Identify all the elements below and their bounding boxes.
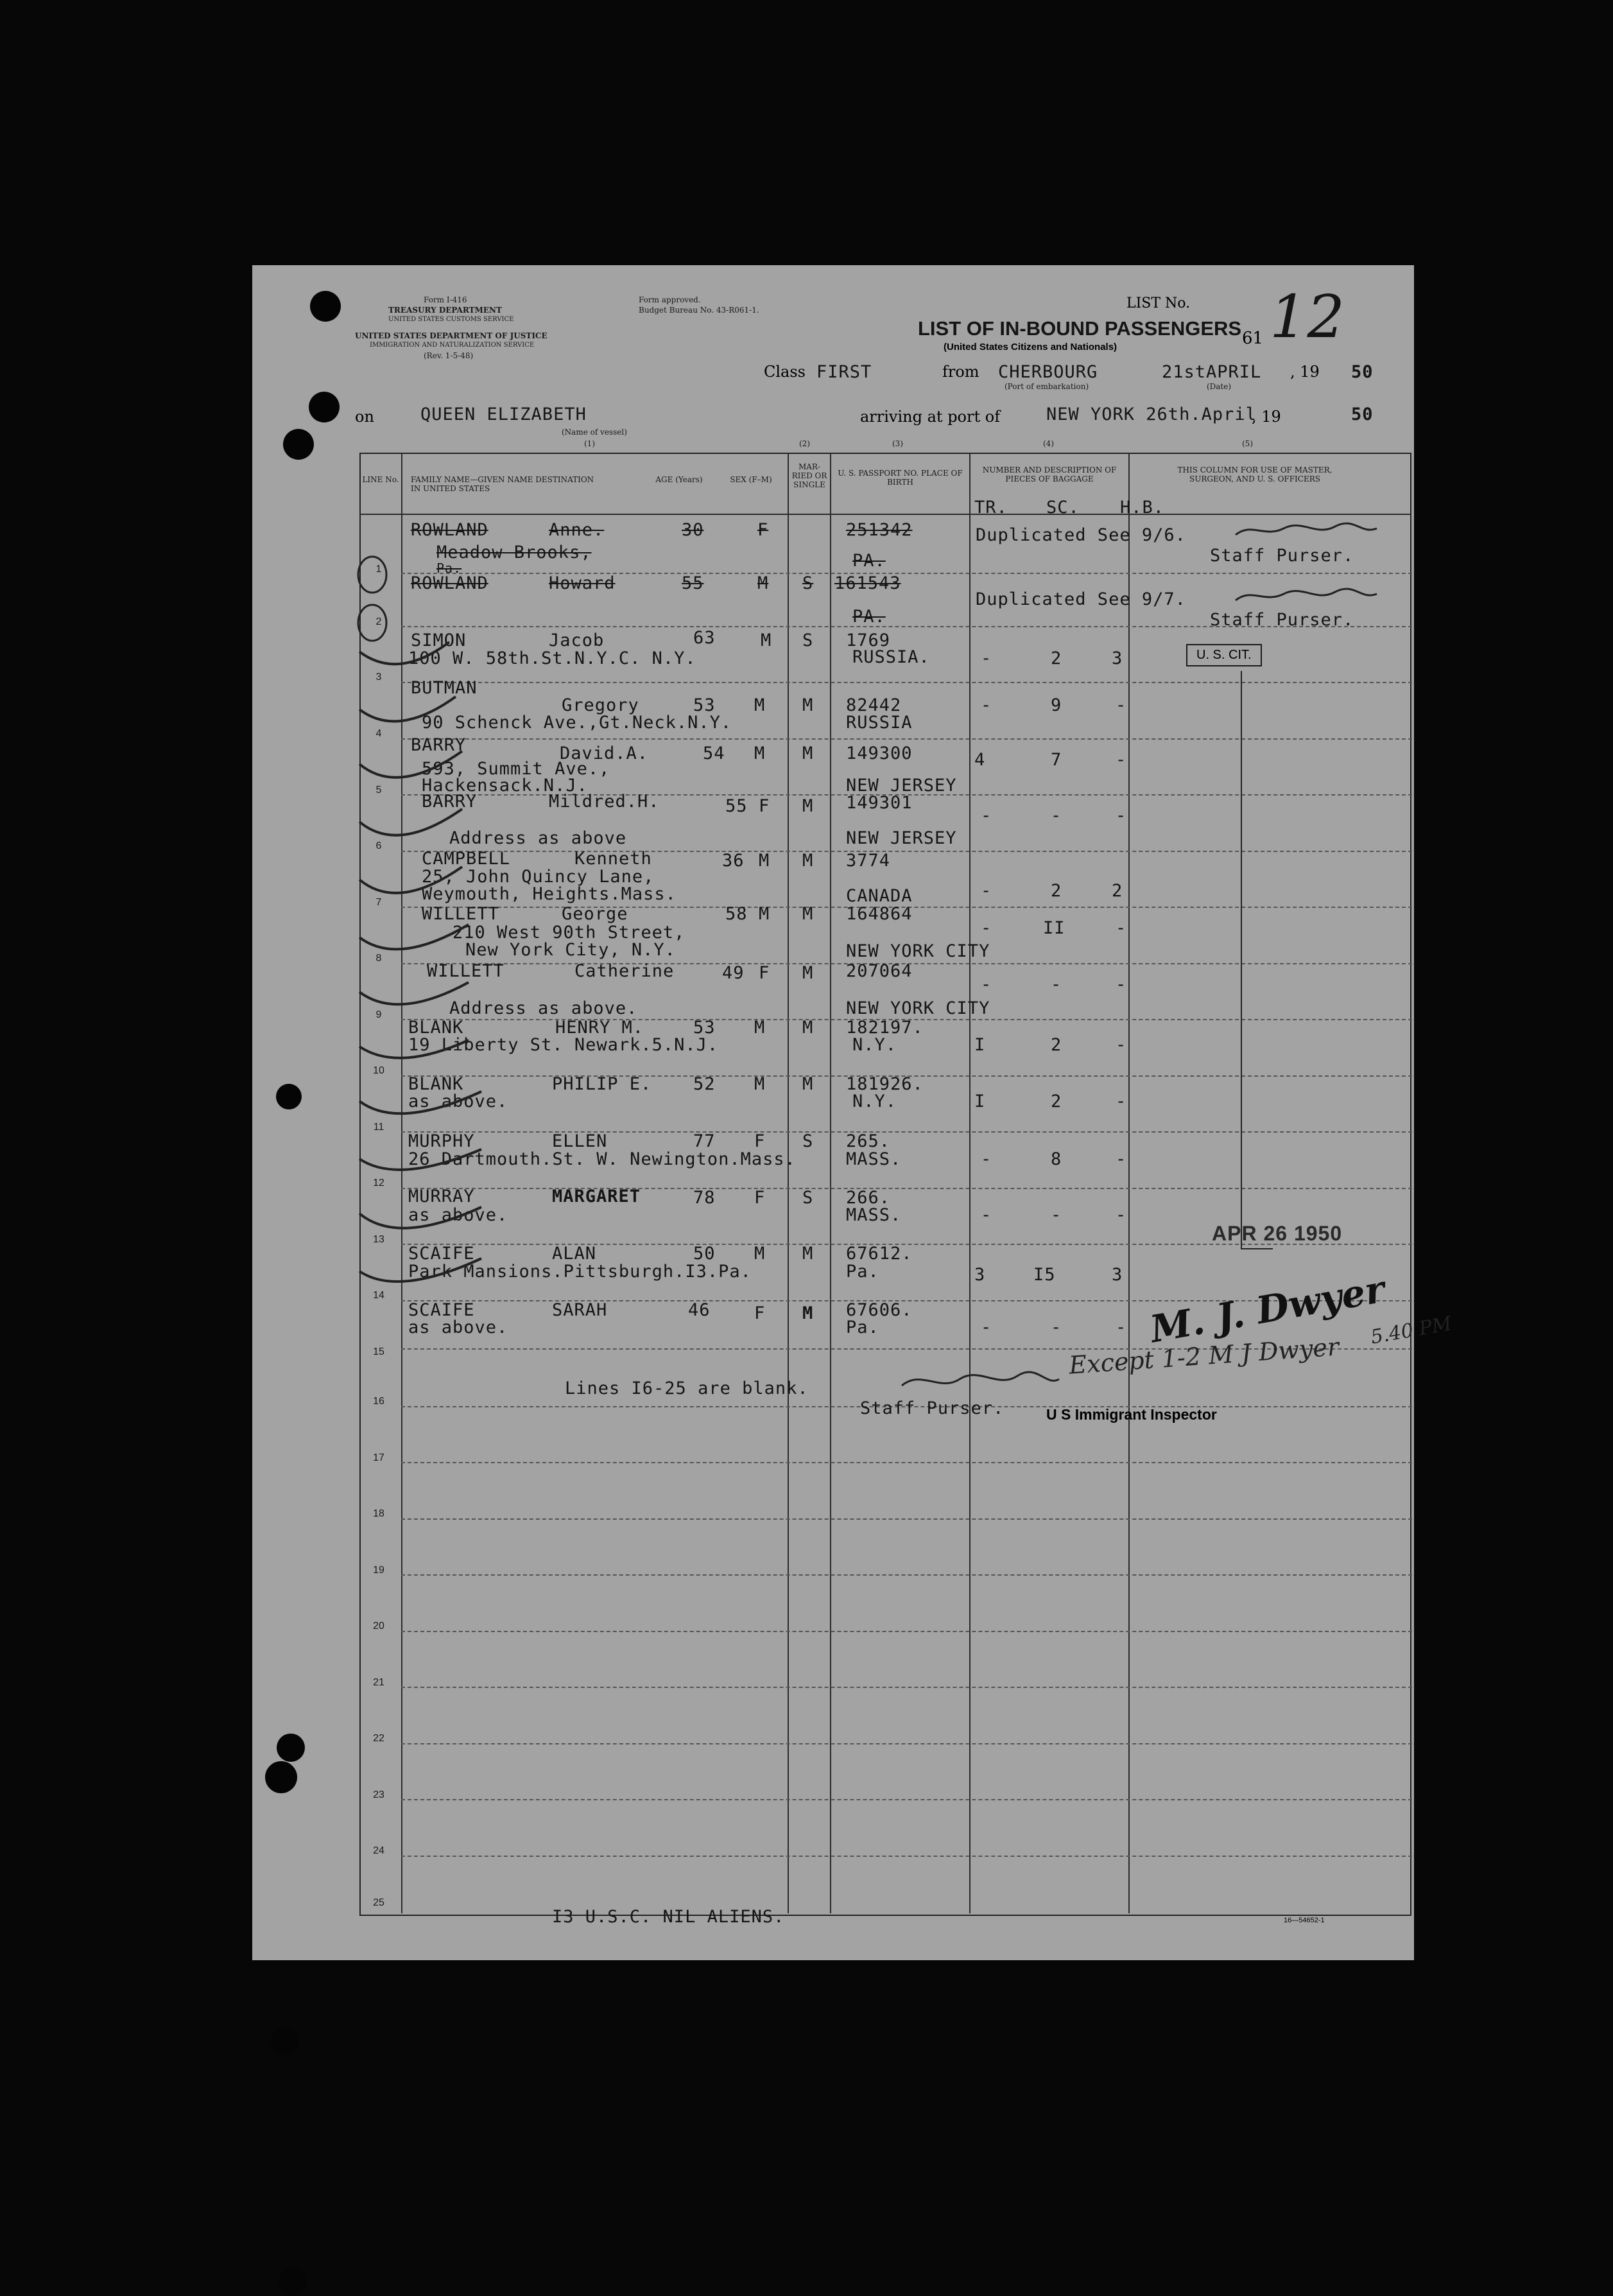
check-marks	[334, 533, 494, 1368]
list-no-typed: 61	[1242, 329, 1264, 348]
line-number: 5	[375, 785, 382, 796]
punch-hole	[279, 2268, 307, 2296]
col-divider	[830, 453, 831, 1913]
passenger-birth: RUSSIA.	[852, 647, 930, 667]
purser-signature	[895, 1366, 1062, 1398]
punch-hole	[283, 429, 314, 460]
arriving-label: arriving at port of	[860, 408, 1001, 426]
passenger-given: Kenneth	[574, 849, 652, 869]
year-value: 50	[1351, 362, 1374, 382]
baggage-hb-label: H.B.	[1120, 498, 1165, 517]
passenger-age: 55	[682, 573, 704, 593]
ins-service: IMMIGRATION AND NATURALIZATION SERVICE	[370, 342, 535, 349]
stamp-bracket-line	[1241, 1248, 1273, 1249]
year2-value: 50	[1351, 404, 1374, 424]
passenger-marital: S	[802, 1131, 814, 1151]
baggage-hb: 2	[1112, 881, 1123, 901]
passenger-passport: 3774	[846, 851, 891, 871]
baggage-sc: 2	[1051, 648, 1062, 668]
passenger-dest: 210 West 90th Street,	[453, 923, 686, 943]
passenger-passport: 207064	[846, 961, 913, 981]
passenger-age: 58	[725, 904, 748, 924]
passenger-dest: as above.	[408, 1091, 508, 1111]
baggage-tr: -	[981, 806, 992, 826]
passenger-surname: MURRAY	[408, 1187, 475, 1206]
row-separator	[401, 1574, 1412, 1576]
from-caption: (Port of embarkation)	[1005, 382, 1089, 391]
passenger-marital: M	[802, 1018, 814, 1038]
blank-lines-note: Lines I6-25 are blank.	[565, 1378, 809, 1398]
passenger-birth: NEW JERSEY	[846, 776, 957, 796]
passenger-age: 63	[693, 628, 716, 648]
baggage-sc: 9	[1051, 695, 1062, 715]
baggage-hb: -	[1116, 1205, 1127, 1225]
passenger-surname: ROWLAND	[411, 573, 488, 593]
line-number: 16	[373, 1396, 384, 1407]
passenger-surname: BARRY	[411, 735, 467, 755]
punch-hole	[309, 392, 340, 422]
col-num-4: (4)	[1043, 439, 1054, 448]
on-label: on	[355, 408, 374, 426]
passenger-surname: BLANK	[408, 1074, 464, 1094]
officer-note: Duplicated See 9/7.	[976, 589, 1186, 609]
passenger-sex: M	[754, 744, 766, 763]
baggage-hb: -	[1116, 1035, 1127, 1055]
date-caption: (Date)	[1207, 382, 1232, 391]
passenger-surname: BARRY	[422, 792, 478, 812]
passenger-surname: MURPHY	[408, 1131, 475, 1151]
line-number: 14	[373, 1290, 384, 1301]
baggage-hb: -	[1116, 918, 1127, 938]
officer-note: Staff Purser.	[1210, 610, 1354, 630]
passenger-dest: 90 Schenck Ave.,Gt.Neck.N.Y.	[422, 713, 732, 733]
inspector-label: U S Immigrant Inspector	[1046, 1406, 1217, 1423]
baggage-sc: 8	[1051, 1149, 1062, 1169]
passenger-surname: WILLETT	[422, 904, 499, 924]
baggage-hb: -	[1116, 1318, 1127, 1337]
port-value: NEW YORK 26th.April	[1046, 404, 1257, 424]
passenger-sex: F	[757, 520, 769, 540]
col-header-name: FAMILY NAME—GIVEN NAME DESTINATION IN UNITED STATES	[411, 475, 594, 493]
passenger-sex: M	[754, 1018, 766, 1038]
passenger-passport: 82442	[846, 695, 902, 715]
line-number: 1	[375, 564, 382, 575]
line-number: 13	[373, 1234, 384, 1245]
baggage-sc: -	[1051, 1318, 1062, 1337]
passenger-marital: M	[802, 904, 814, 924]
passenger-birth: NEW JERSEY	[846, 828, 957, 848]
baggage-tr: I	[974, 1035, 986, 1055]
passenger-passport: 67612.	[846, 1244, 913, 1264]
col-header-passport: U. S. PASSPORT NO. PLACE OF BIRTH	[838, 469, 963, 487]
passenger-dest: 25, John Quincy Lane,	[422, 867, 655, 887]
baggage-tr: 4	[974, 750, 986, 770]
passenger-marital: M	[802, 695, 814, 715]
passenger-given: Catherine	[574, 961, 675, 981]
baggage-sc: II	[1043, 918, 1065, 938]
baggage-sc-label: SC.	[1046, 498, 1080, 517]
row-separator	[401, 851, 1412, 852]
passenger-birth: MASS.	[846, 1205, 902, 1225]
row-separator	[401, 682, 1412, 683]
line-number: 23	[373, 1789, 384, 1800]
passenger-passport: 161543	[834, 573, 901, 593]
passenger-passport: 181926.	[846, 1074, 924, 1094]
baggage-sc: -	[1051, 975, 1062, 995]
passenger-marital: M	[802, 1244, 814, 1264]
passenger-age: 53	[693, 1018, 716, 1038]
passenger-dest: Address as above.	[449, 998, 638, 1018]
passenger-age: 78	[693, 1188, 716, 1208]
passenger-birth: NEW YORK CITY	[846, 941, 990, 961]
passenger-age: 46	[688, 1300, 711, 1320]
passenger-sex: M	[754, 1074, 766, 1094]
class-value: FIRST	[816, 362, 872, 382]
passenger-marital: S	[802, 1188, 814, 1208]
line-number: 15	[373, 1346, 384, 1357]
stamp-bracket-line	[1241, 671, 1242, 1249]
except-note: Except 1-2 M J Dwyer	[1067, 1332, 1340, 1380]
row-separator	[401, 1687, 1412, 1688]
passenger-sex: M	[754, 1244, 766, 1264]
passenger-birth: RUSSIA	[846, 713, 913, 733]
passenger-birth: CANADA	[846, 886, 913, 906]
passenger-passport: 164864	[846, 904, 913, 924]
passenger-marital: M	[802, 796, 814, 816]
passenger-birth: PA.	[852, 551, 886, 571]
passenger-age: 52	[693, 1074, 716, 1094]
budget-bureau: Budget Bureau No. 43-R061-1.	[639, 306, 759, 315]
baggage-tr: -	[981, 1149, 992, 1169]
inspector-signature: M. J. Dwyer	[1146, 1267, 1388, 1352]
line-number: 25	[373, 1897, 384, 1908]
year2-prefix: , 19	[1252, 408, 1281, 426]
line-number: 18	[373, 1508, 384, 1519]
baggage-tr-label: TR.	[974, 498, 1008, 517]
passenger-sex: F	[759, 963, 770, 983]
passenger-dest: New York City, N.Y.	[465, 940, 676, 960]
row-separator	[401, 1631, 1412, 1632]
line-number: 17	[373, 1452, 384, 1463]
col-divider	[788, 453, 789, 1913]
baggage-hb: 3	[1112, 1265, 1123, 1285]
passenger-dest: 593, Summit Ave.,	[422, 759, 610, 779]
col-num-2: (2)	[799, 439, 810, 448]
passenger-dest: Address as above	[449, 828, 627, 848]
baggage-tr: -	[981, 1318, 992, 1337]
passenger-sex: M	[761, 631, 772, 650]
customs-service: UNITED STATES CUSTOMS SERVICE	[388, 316, 514, 323]
passenger-given: ELLEN	[552, 1131, 608, 1151]
baggage-hb: 3	[1112, 648, 1123, 668]
passenger-surname: WILLETT	[427, 961, 505, 981]
col-divider	[1128, 453, 1130, 1913]
passenger-dest: Pa.	[436, 561, 462, 576]
passenger-surname: SIMON	[411, 631, 467, 650]
row-separator	[401, 1799, 1412, 1800]
passenger-passport: 67606.	[846, 1300, 913, 1320]
passenger-passport: 265.	[846, 1131, 891, 1151]
passenger-birth: PA.	[852, 607, 886, 627]
passenger-marital: M	[802, 744, 814, 763]
passenger-given: SARAH	[552, 1300, 608, 1320]
passenger-passport: 182197.	[846, 1018, 924, 1038]
officer-note: Staff Purser.	[1210, 546, 1354, 566]
punch-hole	[265, 1761, 297, 1793]
header-divider	[359, 514, 1410, 515]
form-code: 16—54652-1	[1284, 1917, 1325, 1924]
passenger-surname: CAMPBELL	[422, 849, 511, 869]
form-number: Form I-416	[424, 295, 467, 304]
passenger-surname: SCAIFE	[408, 1244, 475, 1264]
staff-purser-label: Staff Purser.	[860, 1398, 1005, 1418]
list-no-label: LIST No.	[1126, 295, 1191, 311]
officer-note: Duplicated See 9/6.	[976, 525, 1186, 545]
time-note: 5.40 PM	[1368, 1312, 1454, 1349]
us-citizen-stamp: U. S. CIT.	[1186, 644, 1262, 666]
line-number: 6	[375, 840, 382, 851]
passenger-sex: F	[754, 1131, 766, 1151]
purser-signature	[1232, 584, 1380, 610]
passenger-birth: Pa.	[846, 1262, 879, 1282]
baggage-sc: 7	[1051, 750, 1062, 770]
justice-dept: UNITED STATES DEPARTMENT OF JUSTICE	[355, 331, 548, 340]
baggage-hb: -	[1116, 695, 1127, 715]
baggage-sc: 2	[1051, 881, 1062, 901]
passenger-dest: Weymouth, Heights.Mass.	[422, 884, 677, 904]
passenger-passport: 149300	[846, 744, 913, 763]
line-number: 3	[375, 672, 382, 683]
passenger-marital: S	[802, 631, 814, 650]
baggage-tr: -	[981, 695, 992, 715]
passenger-dest: as above.	[408, 1318, 508, 1337]
passenger-passport: 266.	[846, 1188, 891, 1208]
vessel-col-num: (1)	[584, 439, 595, 448]
baggage-hb: -	[1116, 1149, 1127, 1169]
col-header-married: MAR-RIED OR SINGLE	[791, 462, 827, 489]
passenger-age: 55	[725, 796, 748, 816]
form-approved: Form approved.	[639, 295, 701, 304]
baggage-tr: -	[981, 648, 992, 668]
baggage-tr: -	[981, 975, 992, 995]
baggage-tr: -	[981, 1205, 992, 1225]
passenger-given: ALAN	[552, 1244, 597, 1264]
list-no-handwritten: 12	[1270, 283, 1345, 351]
line-number: 19	[373, 1565, 384, 1576]
line-number: 7	[375, 897, 382, 908]
passenger-dest: Hackensack.N.J.	[422, 776, 588, 796]
baggage-sc: -	[1051, 1205, 1062, 1225]
line-number: 4	[375, 728, 382, 739]
line-number: 10	[373, 1065, 384, 1076]
purser-signature	[1232, 519, 1380, 544]
passenger-dest: 19 Liberty St. Newark.5.N.J.	[408, 1035, 719, 1055]
passenger-surname: ROWLAND	[411, 520, 488, 540]
passenger-given: Anne.	[549, 520, 605, 540]
col-num-5: (5)	[1242, 439, 1253, 448]
baggage-tr: 3	[974, 1265, 986, 1285]
baggage-tr: -	[981, 918, 992, 938]
passenger-dest: as above.	[408, 1205, 508, 1225]
row-separator	[401, 1743, 1412, 1744]
baggage-tr: I	[974, 1091, 986, 1111]
passenger-sex: M	[757, 573, 769, 593]
passenger-sex: M	[759, 851, 770, 871]
col-header-line-no: LINE No.	[362, 475, 399, 484]
passenger-birth: N.Y.	[852, 1091, 897, 1111]
treasury-dept: TREASURY DEPARTMENT	[388, 306, 502, 315]
passenger-given: HENRY M.	[555, 1018, 644, 1038]
table-frame	[359, 453, 1411, 1916]
passenger-given: MARGARET	[552, 1187, 641, 1206]
baggage-sc: 2	[1051, 1091, 1062, 1111]
line-number: 24	[373, 1845, 384, 1856]
baggage-tr: -	[981, 881, 992, 901]
passenger-sex: F	[754, 1303, 766, 1323]
passenger-dest: 26 Dartmouth.St. W. Newington.Mass.	[408, 1149, 796, 1169]
line-number: 9	[375, 1009, 382, 1020]
baggage-hb: -	[1116, 806, 1127, 826]
rev-date: (Rev. 1-5-48)	[424, 351, 474, 360]
passenger-given: PHILIP E.	[552, 1074, 652, 1094]
passenger-sex: F	[754, 1188, 766, 1208]
passenger-sex: M	[754, 695, 766, 715]
from-label: from	[942, 363, 979, 381]
passenger-sex: M	[759, 904, 770, 924]
baggage-sc: -	[1051, 806, 1062, 826]
passenger-given: Jacob	[549, 631, 605, 650]
passenger-passport: 1769	[846, 631, 891, 650]
passenger-birth: Pa.	[846, 1318, 879, 1337]
baggage-sc: 2	[1051, 1035, 1062, 1055]
row-separator	[401, 738, 1412, 740]
passenger-marital: M	[802, 963, 814, 983]
passenger-birth: MASS.	[846, 1149, 902, 1169]
passenger-given: David.A.	[560, 744, 649, 763]
passenger-birth: N.Y.	[852, 1035, 897, 1055]
baggage-hb: -	[1116, 975, 1127, 995]
line-number: 8	[375, 953, 382, 964]
passenger-age: 49	[722, 963, 745, 983]
passenger-passport: 251342	[846, 520, 913, 540]
passenger-marital: M	[802, 1074, 814, 1094]
col-num-3: (3)	[892, 439, 903, 448]
passenger-surname: SCAIFE	[408, 1300, 475, 1320]
passenger-dest: Meadow Brooks,	[436, 543, 592, 562]
passenger-surname: BUTMAN	[411, 678, 478, 698]
passenger-age: 77	[693, 1131, 716, 1151]
class-label: Class	[764, 363, 806, 381]
vessel-caption: (Name of vessel)	[562, 428, 627, 437]
baggage-sc: I5	[1033, 1265, 1056, 1285]
bottom-note: I3 U.S.C. NIL ALIENS.	[552, 1907, 785, 1927]
passenger-marital: M	[802, 1303, 814, 1323]
page-title: LIST OF IN-BOUND PASSENGERS	[918, 317, 1242, 340]
line-number: 11	[373, 1122, 384, 1133]
passenger-given: Mildred.H.	[549, 792, 660, 812]
line-number: 2	[375, 616, 382, 627]
passenger-age: 53	[693, 695, 716, 715]
line-number: 12	[373, 1178, 384, 1188]
passenger-age: 36	[722, 851, 745, 871]
passenger-dest: Park Mansions.Pittsburgh.I3.Pa.	[408, 1262, 752, 1282]
col-divider	[969, 453, 970, 1913]
line-number: 21	[373, 1677, 384, 1688]
page-subtitle: (United States Citizens and Nationals)	[944, 342, 1117, 352]
col-header-age: AGE (Years)	[655, 475, 703, 484]
col-header-baggage: NUMBER AND DESCRIPTION OF PIECES OF BAGGAGE	[982, 465, 1117, 483]
col-header-sex: SEX (F–M)	[730, 475, 772, 484]
passenger-birth: NEW YORK CITY	[846, 998, 990, 1018]
col-header-officers: THIS COLUMN FOR USE OF MASTER, SURGEON, AND U. S. OFFICERS	[1177, 465, 1333, 483]
passenger-surname: BLANK	[408, 1018, 464, 1038]
row-separator	[401, 1856, 1412, 1857]
row-separator	[401, 1462, 1412, 1463]
punch-hole	[277, 1734, 305, 1762]
line-number: 20	[373, 1621, 384, 1631]
year-prefix: , 19	[1290, 363, 1320, 381]
punch-hole	[310, 291, 341, 322]
passenger-marital: S	[802, 573, 814, 593]
punch-hole	[276, 1084, 302, 1109]
passenger-given: George	[562, 904, 628, 924]
row-separator	[401, 1518, 1412, 1520]
vessel-value: QUEEN ELIZABETH	[420, 404, 587, 424]
passenger-age: 50	[693, 1244, 716, 1264]
passenger-age: 30	[682, 520, 704, 540]
passenger-sex: F	[759, 796, 770, 816]
from-value: CHERBOURG	[998, 362, 1098, 382]
passenger-dest: 100 W. 58th.St.N.Y.C. N.Y.	[408, 648, 696, 668]
passenger-marital: M	[802, 851, 814, 871]
arrival-date-stamp: APR 26 1950	[1212, 1222, 1343, 1245]
passenger-given: Gregory	[562, 695, 639, 715]
date-value: 21stAPRIL	[1162, 362, 1262, 382]
passenger-passport: 149301	[846, 793, 913, 813]
punch-hole	[271, 2027, 299, 2055]
passenger-age: 54	[703, 744, 725, 763]
baggage-hb: -	[1116, 750, 1127, 770]
baggage-hb: -	[1116, 1091, 1127, 1111]
line-number: 22	[373, 1733, 384, 1744]
passenger-given: Howard	[549, 573, 616, 593]
